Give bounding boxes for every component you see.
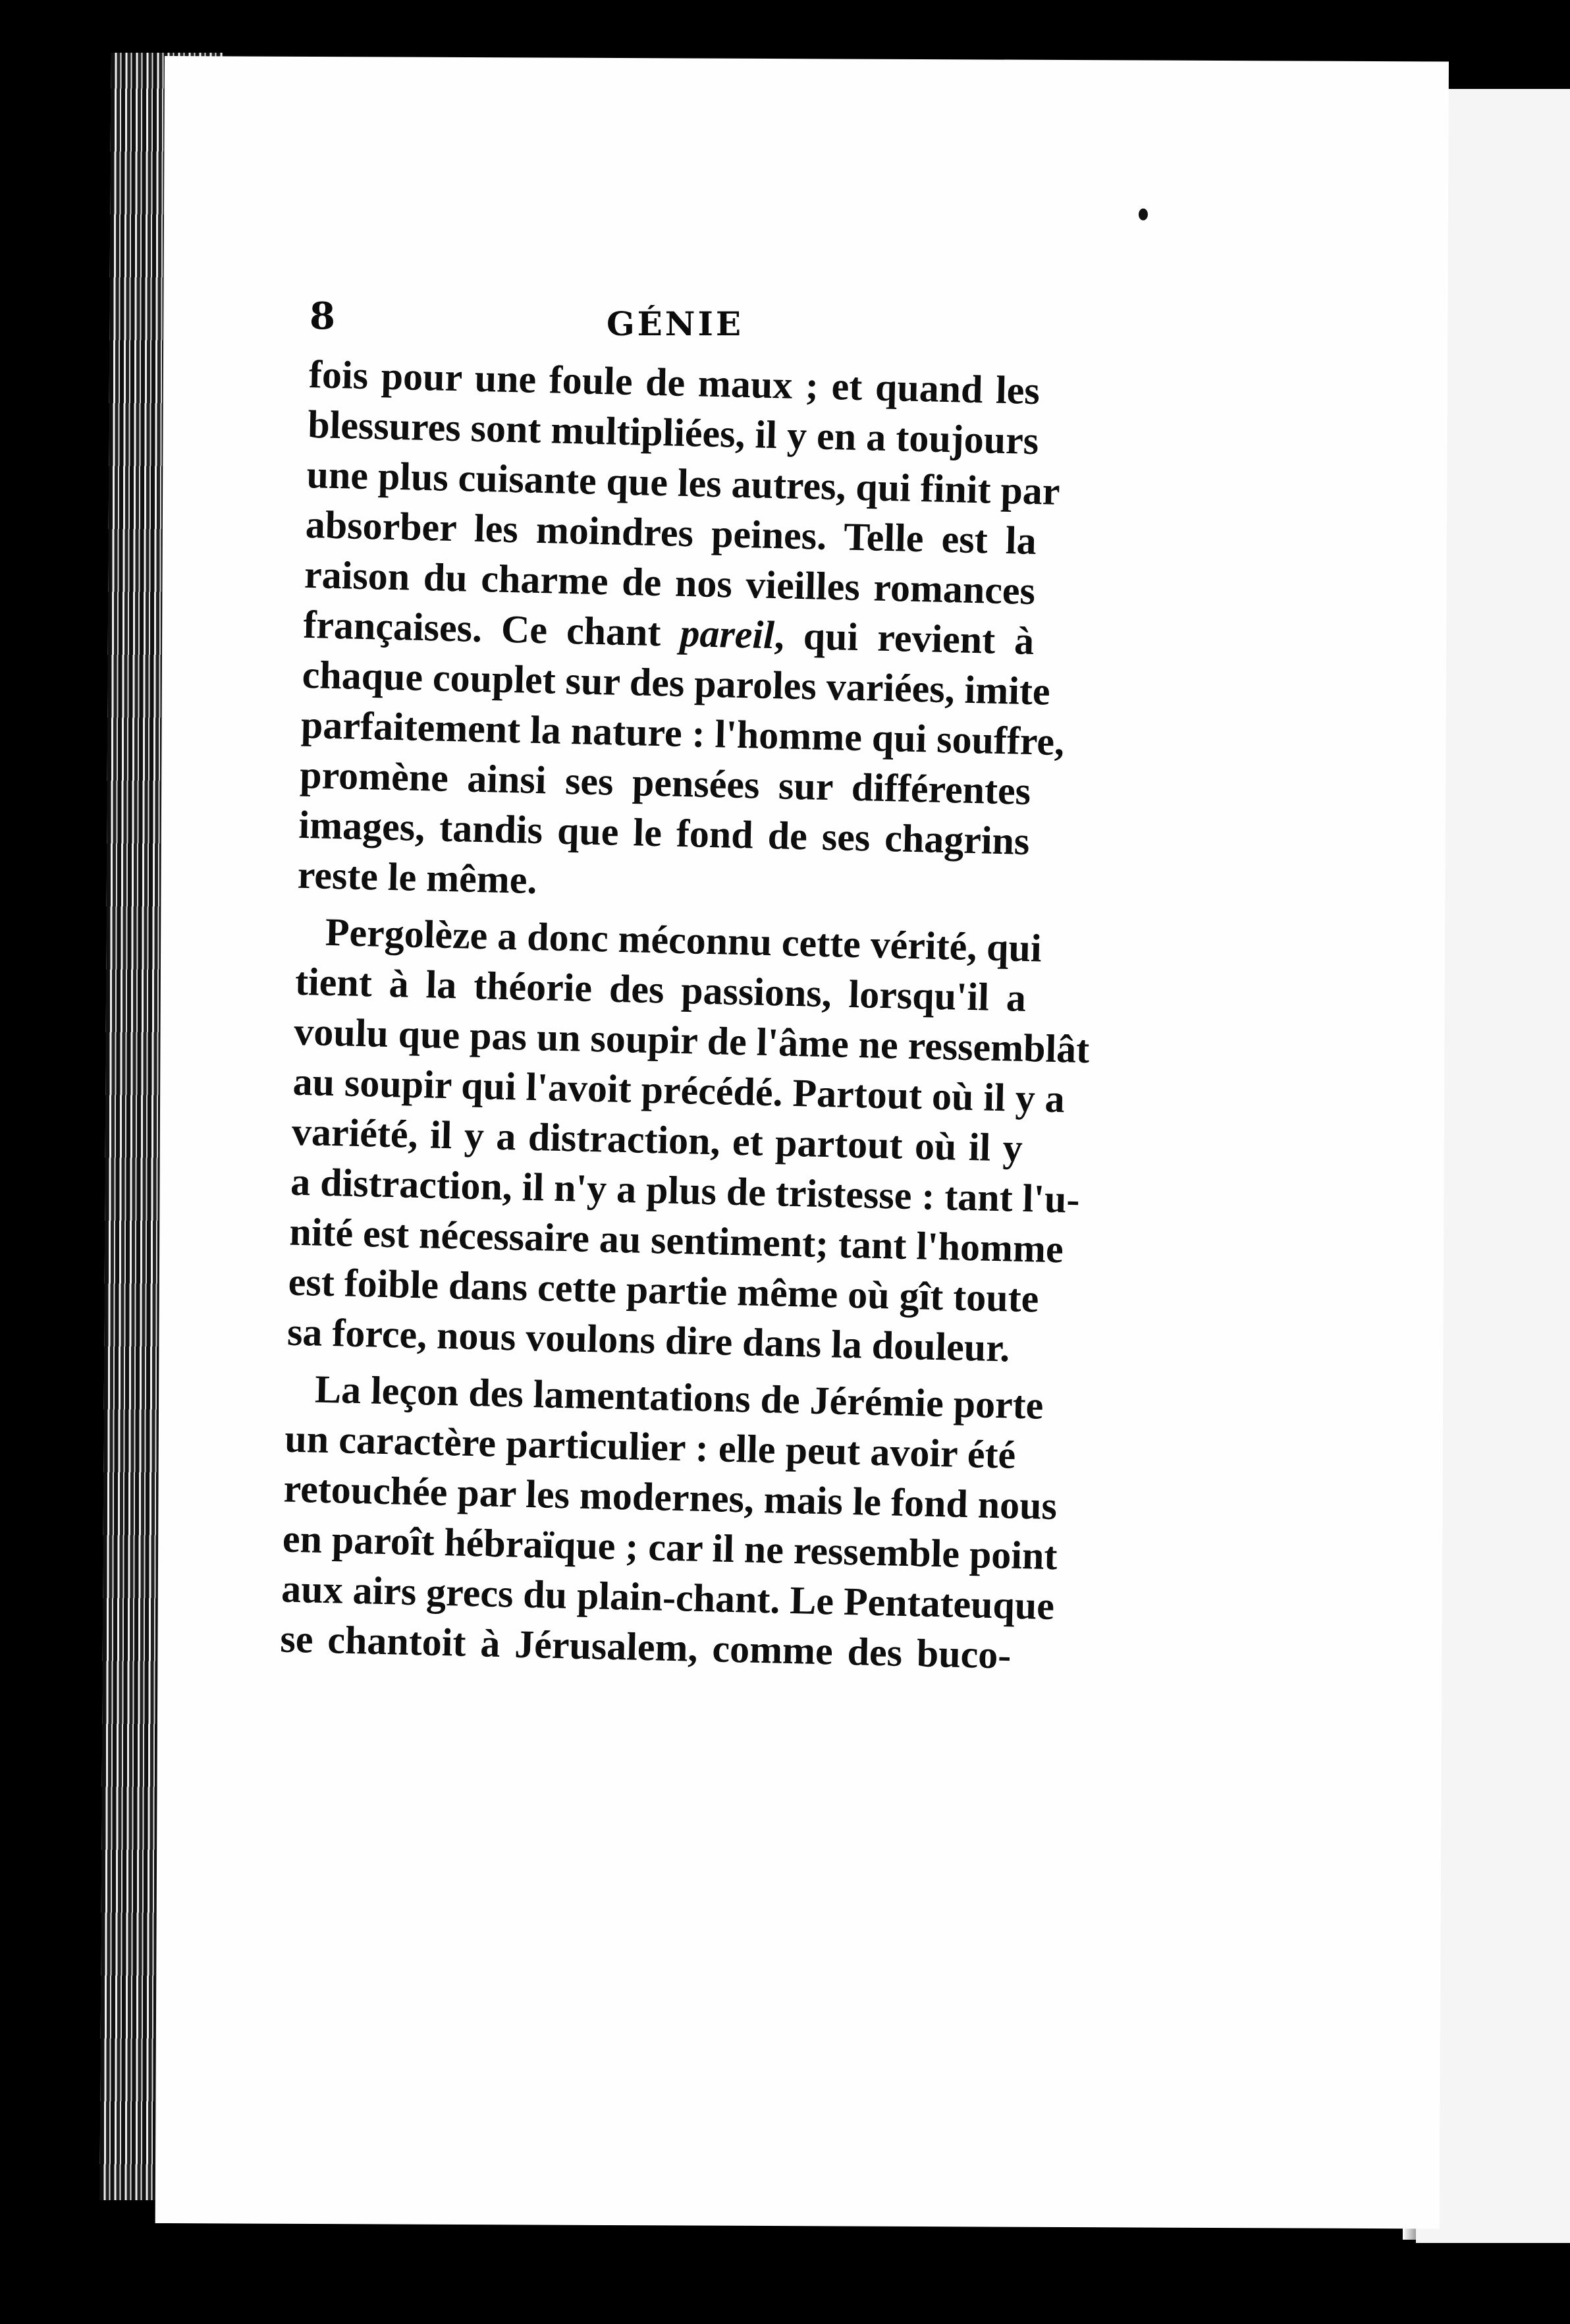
text-line: voulu que pas un soupir de l'âme ne ressemblât [293,1009,1090,1072]
text-line: images, tandis que le fond de ses chagrins [298,802,1031,863]
text-line: retouchée par les modernes, mais le fond nous [283,1466,1058,1528]
running-head [310,290,1041,343]
text-line: en paroît hébraïque ; car il ne ressemble point [282,1516,1058,1578]
body-text [279,349,1090,1680]
text-run: françaises. Ce chant [302,602,681,655]
text-run: , qui revient à [774,613,1035,663]
text-line: une plus cuisante que les autres, qui finit par [306,452,1061,513]
page-number: 8 [310,294,335,338]
text-line: aux airs grecs du plain-chant. Le Pentateuque [281,1566,1055,1628]
text-line: La leçon des lamentations de Jérémie porte [314,1367,1044,1427]
paragraph [286,906,1090,1373]
text-line: sa force, nous voulons dire dans la douleur. [286,1310,1011,1370]
text-line: un caractère particulier : elle peut avoir été [284,1416,1016,1477]
text-line: au soupir qui l'avoit précédé. Partout où il y a [292,1059,1066,1121]
text-line: se chantoit à Jérusalem, comme des buco- [279,1617,1012,1677]
text-line: blessures sont multipliées, il y en a toujours [307,402,1039,463]
paragraph [297,349,1065,916]
text-line: chaque couplet sur des paroles variées, imite [302,652,1051,713]
text-line: absorber les moindres peines. Telle est la [305,502,1037,563]
text-line: a distraction, il n'y a plus de tristesse : tant l'u- [290,1159,1081,1221]
text-line: est foible dans cette partie même où gît toute [288,1259,1040,1321]
text-line: raison du charme de nos vieilles romances [304,552,1036,613]
text-line: promène ainsi ses pensées sur différentes [299,752,1031,814]
text-line: reste le même. [297,852,538,902]
text-line: parfaitement la nature : l'homme qui souffre, [300,702,1065,764]
text-line: Pergolèze a donc méconnu cette vérité, qui [325,910,1042,970]
italic-word: pareil [679,611,775,657]
ink-speck [1139,208,1148,220]
text-line: fois pour une foule de maux ; et quand les [308,352,1041,413]
paragraph [279,1364,1058,1680]
running-title: GÉNIE [606,304,744,343]
text-line: tient à la théorie des passions, lorsqu'il a [294,959,1027,1020]
text-line: variété, il y a distraction, et partout où il y [291,1109,1023,1170]
text-line: nité est nécessaire au sentiment; tant l'homme [288,1209,1064,1271]
